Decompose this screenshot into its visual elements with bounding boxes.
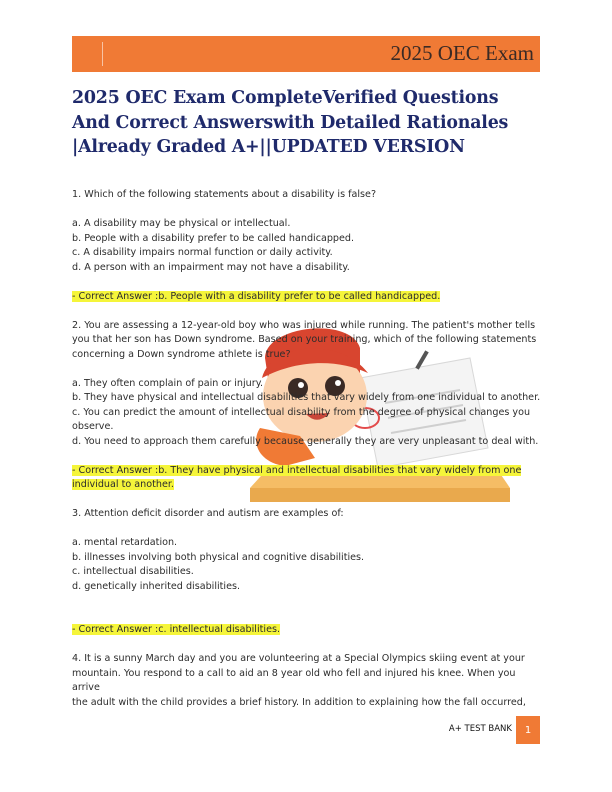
correct-answer: - Correct Answer :b. People with a disability prefer to be called handicapped.: [72, 290, 441, 302]
title-line: |Already Graded A+||UPDATED VERSION: [72, 137, 465, 157]
answer-option: c. A disability impairs normal function or daily activity.: [72, 247, 333, 258]
question-text: 1. Which of the following statements about a disability is false?: [72, 189, 377, 200]
question-text: concerning a Down syndrome athlete is true?: [72, 348, 291, 360]
answer-option: b. They have physical and intellectual disabilities that vary widely from one individual to another.: [72, 392, 541, 403]
answer-option: a. mental retardation.: [72, 537, 178, 548]
question-text: 4. It is a sunny March day and you are volunteering at a Special Olympics skiing event at your: [72, 653, 525, 664]
document-title: [72, 86, 542, 160]
correct-answer: individual to another.: [72, 479, 174, 490]
question-text: 3. Attention deficit disorder and autism are examples of:: [72, 508, 344, 519]
document-body: [72, 188, 542, 710]
question-text: mountain. You respond to a call to aid an 8 year old who fell and injured his knee. When you arrive: [72, 667, 516, 693]
title-line: And Correct Answerswith Detailed Rationales: [72, 112, 509, 133]
question-text: you that her son has Down syndrome. Based on your training, which of the following statements: [72, 334, 537, 345]
answer-option: d. genetically inherited disabilities.: [72, 580, 241, 592]
answer-option: observe.: [72, 421, 114, 432]
question-text: the adult with the child provides a brief history. In addition to explaining how the fall occurred,: [72, 696, 526, 708]
footer-label: A+ TEST BANK: [448, 724, 512, 734]
answer-option: a. They often complain of pain or injury.: [72, 377, 264, 389]
title-line: 2025 OEC Exam CompleteVerified Questions: [72, 88, 499, 108]
correct-answer: - Correct Answer :b. They have physical and intellectual disabilities that vary widely from one: [72, 464, 522, 476]
answer-option: b. People with a disability prefer to be called handicapped.: [72, 232, 355, 244]
answer-option: b. illnesses involving both physical and cognitive disabilities.: [72, 551, 365, 563]
answer-option: c. You can predict the amount of intellectual disability from the degree of physical changes you: [72, 406, 531, 418]
answer-option: a. A disability may be physical or intellectual.: [72, 218, 291, 229]
answer-option: c. intellectual disabilities.: [72, 566, 194, 577]
answer-option: d. A person with an impairment may not have a disability.: [72, 261, 350, 273]
correct-answer: - Correct Answer :c. intellectual disabilities.: [72, 624, 281, 635]
question-text: 2. You are assessing a 12-year-old boy who was injured while running. The patient's mother tells: [72, 319, 536, 331]
answer-option: d. You need to approach them carefully because generally they are very unpleasant to deal with.: [72, 435, 539, 447]
header-divider: [102, 42, 103, 66]
page-number: 1: [516, 716, 540, 744]
header-title: 2025 OEC Exam: [390, 41, 534, 65]
header-bar: [72, 36, 540, 72]
